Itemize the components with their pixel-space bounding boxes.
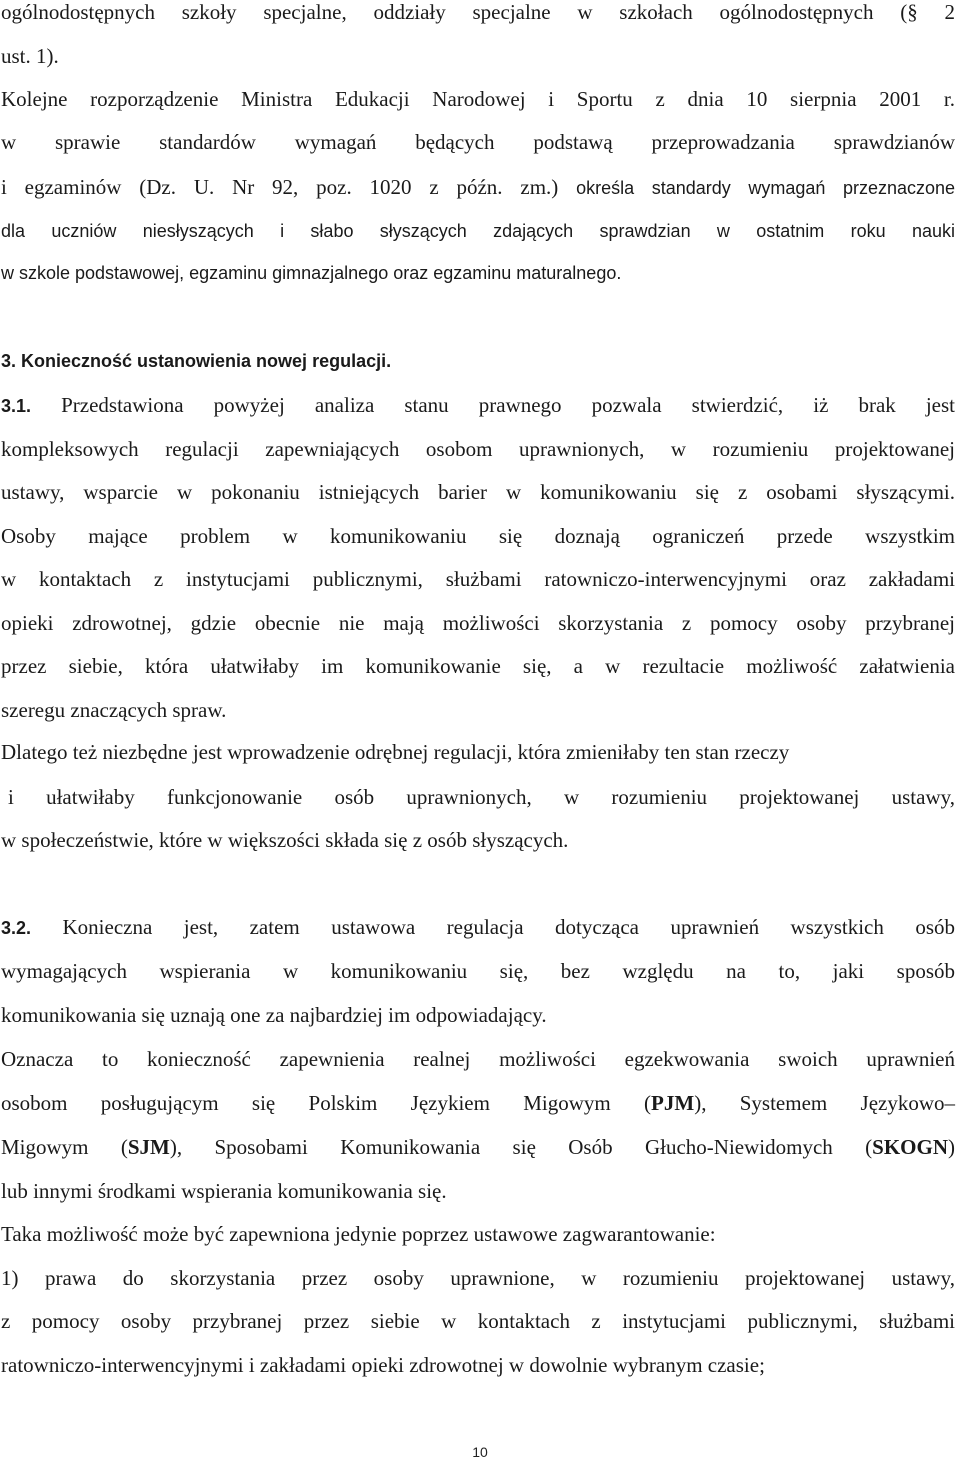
text-line: Oznacza to konieczność zapewnienia realnej możliwości egzekwowania swoich uprawnień bbox=[1, 1047, 955, 1071]
text-line: w sprawie standardów wymagań będących podstawą przeprowadzania sprawdzianów bbox=[1, 130, 955, 154]
text-line bbox=[1, 1093, 955, 1114]
text-line bbox=[1, 917, 955, 938]
text-line: w społeczeństwie, które w większości składa się z osób słyszących. bbox=[1, 828, 569, 852]
abbreviation-pjm: PJM bbox=[651, 1091, 695, 1115]
text-span: ) bbox=[948, 1135, 955, 1159]
paragraph-number: 3.1. bbox=[1, 396, 32, 416]
text-line: Dlatego też niezbędne jest wprowadzenie odrębnej regulacji, która zmieniłaby ten stan rzeczy bbox=[1, 740, 790, 764]
text-line: kompleksowych regulacji zapewniających osobom uprawnionych, w rozumieniu projektowanej bbox=[1, 437, 955, 461]
text-line: w szkole podstawowej, egzaminu gimnazjalnego oraz egzaminu maturalnego. bbox=[1, 263, 622, 283]
text-line: Taka możliwość może być zapewniona jedynie poprzez ustawowe zagwarantowanie: bbox=[1, 1222, 716, 1246]
text-line: wymagających wspierania w komunikowaniu się, bez względu na to, jaki sposób bbox=[1, 959, 955, 983]
text-line: ogólnodostępnych szkoły specjalne, oddziały specjalne w szkołach ogólnodostępnych (§ 2 bbox=[1, 0, 955, 24]
text-line: w kontaktach z instytucjami publicznymi, służbami ratowniczo-interwencyjnymi oraz zakładami bbox=[1, 567, 955, 591]
text-line: i ułatwiłaby funkcjonowanie osób uprawnionych, w rozumieniu projektowanej ustawy, bbox=[8, 785, 955, 809]
text-span: Przedstawiona powyżej analiza stanu prawnego pozwala stwierdzić, iż brak jest bbox=[61, 393, 956, 417]
text-line: ust. 1). bbox=[1, 44, 59, 68]
page-number: 10 bbox=[472, 1444, 488, 1460]
abbreviation-sjm: SJM bbox=[127, 1135, 170, 1159]
text-line bbox=[1, 177, 955, 198]
text-line: Kolejne rozporządzenie Ministra Edukacji Narodowej i Sportu z dnia 10 sierpnia 2001 r. bbox=[1, 87, 955, 111]
text-line: 1) prawa do skorzystania przez osoby uprawnione, w rozumieniu projektowanej ustawy, bbox=[1, 1266, 955, 1290]
text-span: osobom posługującym się Polskim Językiem Migowym ( bbox=[1, 1091, 652, 1115]
text-line: dla uczniów niesłyszących i słabo słyszących zdających sprawdzian w ostatnim roku nauki bbox=[1, 221, 955, 241]
paragraph-number: 3.2. bbox=[1, 918, 32, 938]
text-line bbox=[1, 395, 955, 416]
text-span: Konieczna jest, zatem ustawowa regulacja dotycząca uprawnień wszystkich osób bbox=[62, 915, 955, 939]
text-line: komunikowania się uznają one za najbardziej im odpowiadający. bbox=[1, 1003, 547, 1027]
text-span: ), Systemem Językowo– bbox=[694, 1091, 955, 1115]
text-span: Migowym ( bbox=[1, 1135, 128, 1159]
text-line: ratowniczo-interwencyjnymi i zakładami opieki zdrowotnej w dowolnie wybranym czasie; bbox=[1, 1353, 765, 1377]
abbreviation-skogn: SKOGN bbox=[872, 1135, 948, 1159]
text-line: ustawy, wsparcie w pokonaniu istniejących barier w komunikowaniu się z osobami słyszącymi. bbox=[1, 480, 955, 504]
text-line: Osoby mające problem w komunikowaniu się doznają ograniczeń przede wszystkim bbox=[1, 524, 955, 548]
text-line: szeregu znaczących spraw. bbox=[1, 698, 227, 722]
section-heading: 3. Konieczność ustanowienia nowej regulacji. bbox=[1, 351, 392, 371]
text-line: opieki zdrowotnej, gdzie obecnie nie mają możliwości skorzystania z pomocy osoby przybranej bbox=[1, 611, 955, 635]
text-line: lub innymi środkami wspierania komunikowania się. bbox=[1, 1179, 447, 1203]
text-line bbox=[1, 1137, 955, 1158]
text-line: z pomocy osoby przybranej przez siebie w kontaktach z instytucjami publicznymi, służbami bbox=[1, 1309, 955, 1333]
text-line: przez siebie, która ułatwiłaby im komunikowanie się, a w rezultacie możliwość załatwienia bbox=[1, 654, 955, 678]
text-span: określa standardy wymagań przeznaczone bbox=[576, 178, 956, 198]
text-span: ), Sposobami Komunikowania się Osób Głucho-Niewidomych ( bbox=[169, 1135, 873, 1159]
citation-text: i egzaminów (Dz. U. Nr 92, poz. 1020 z późn. zm.) bbox=[1, 175, 559, 199]
